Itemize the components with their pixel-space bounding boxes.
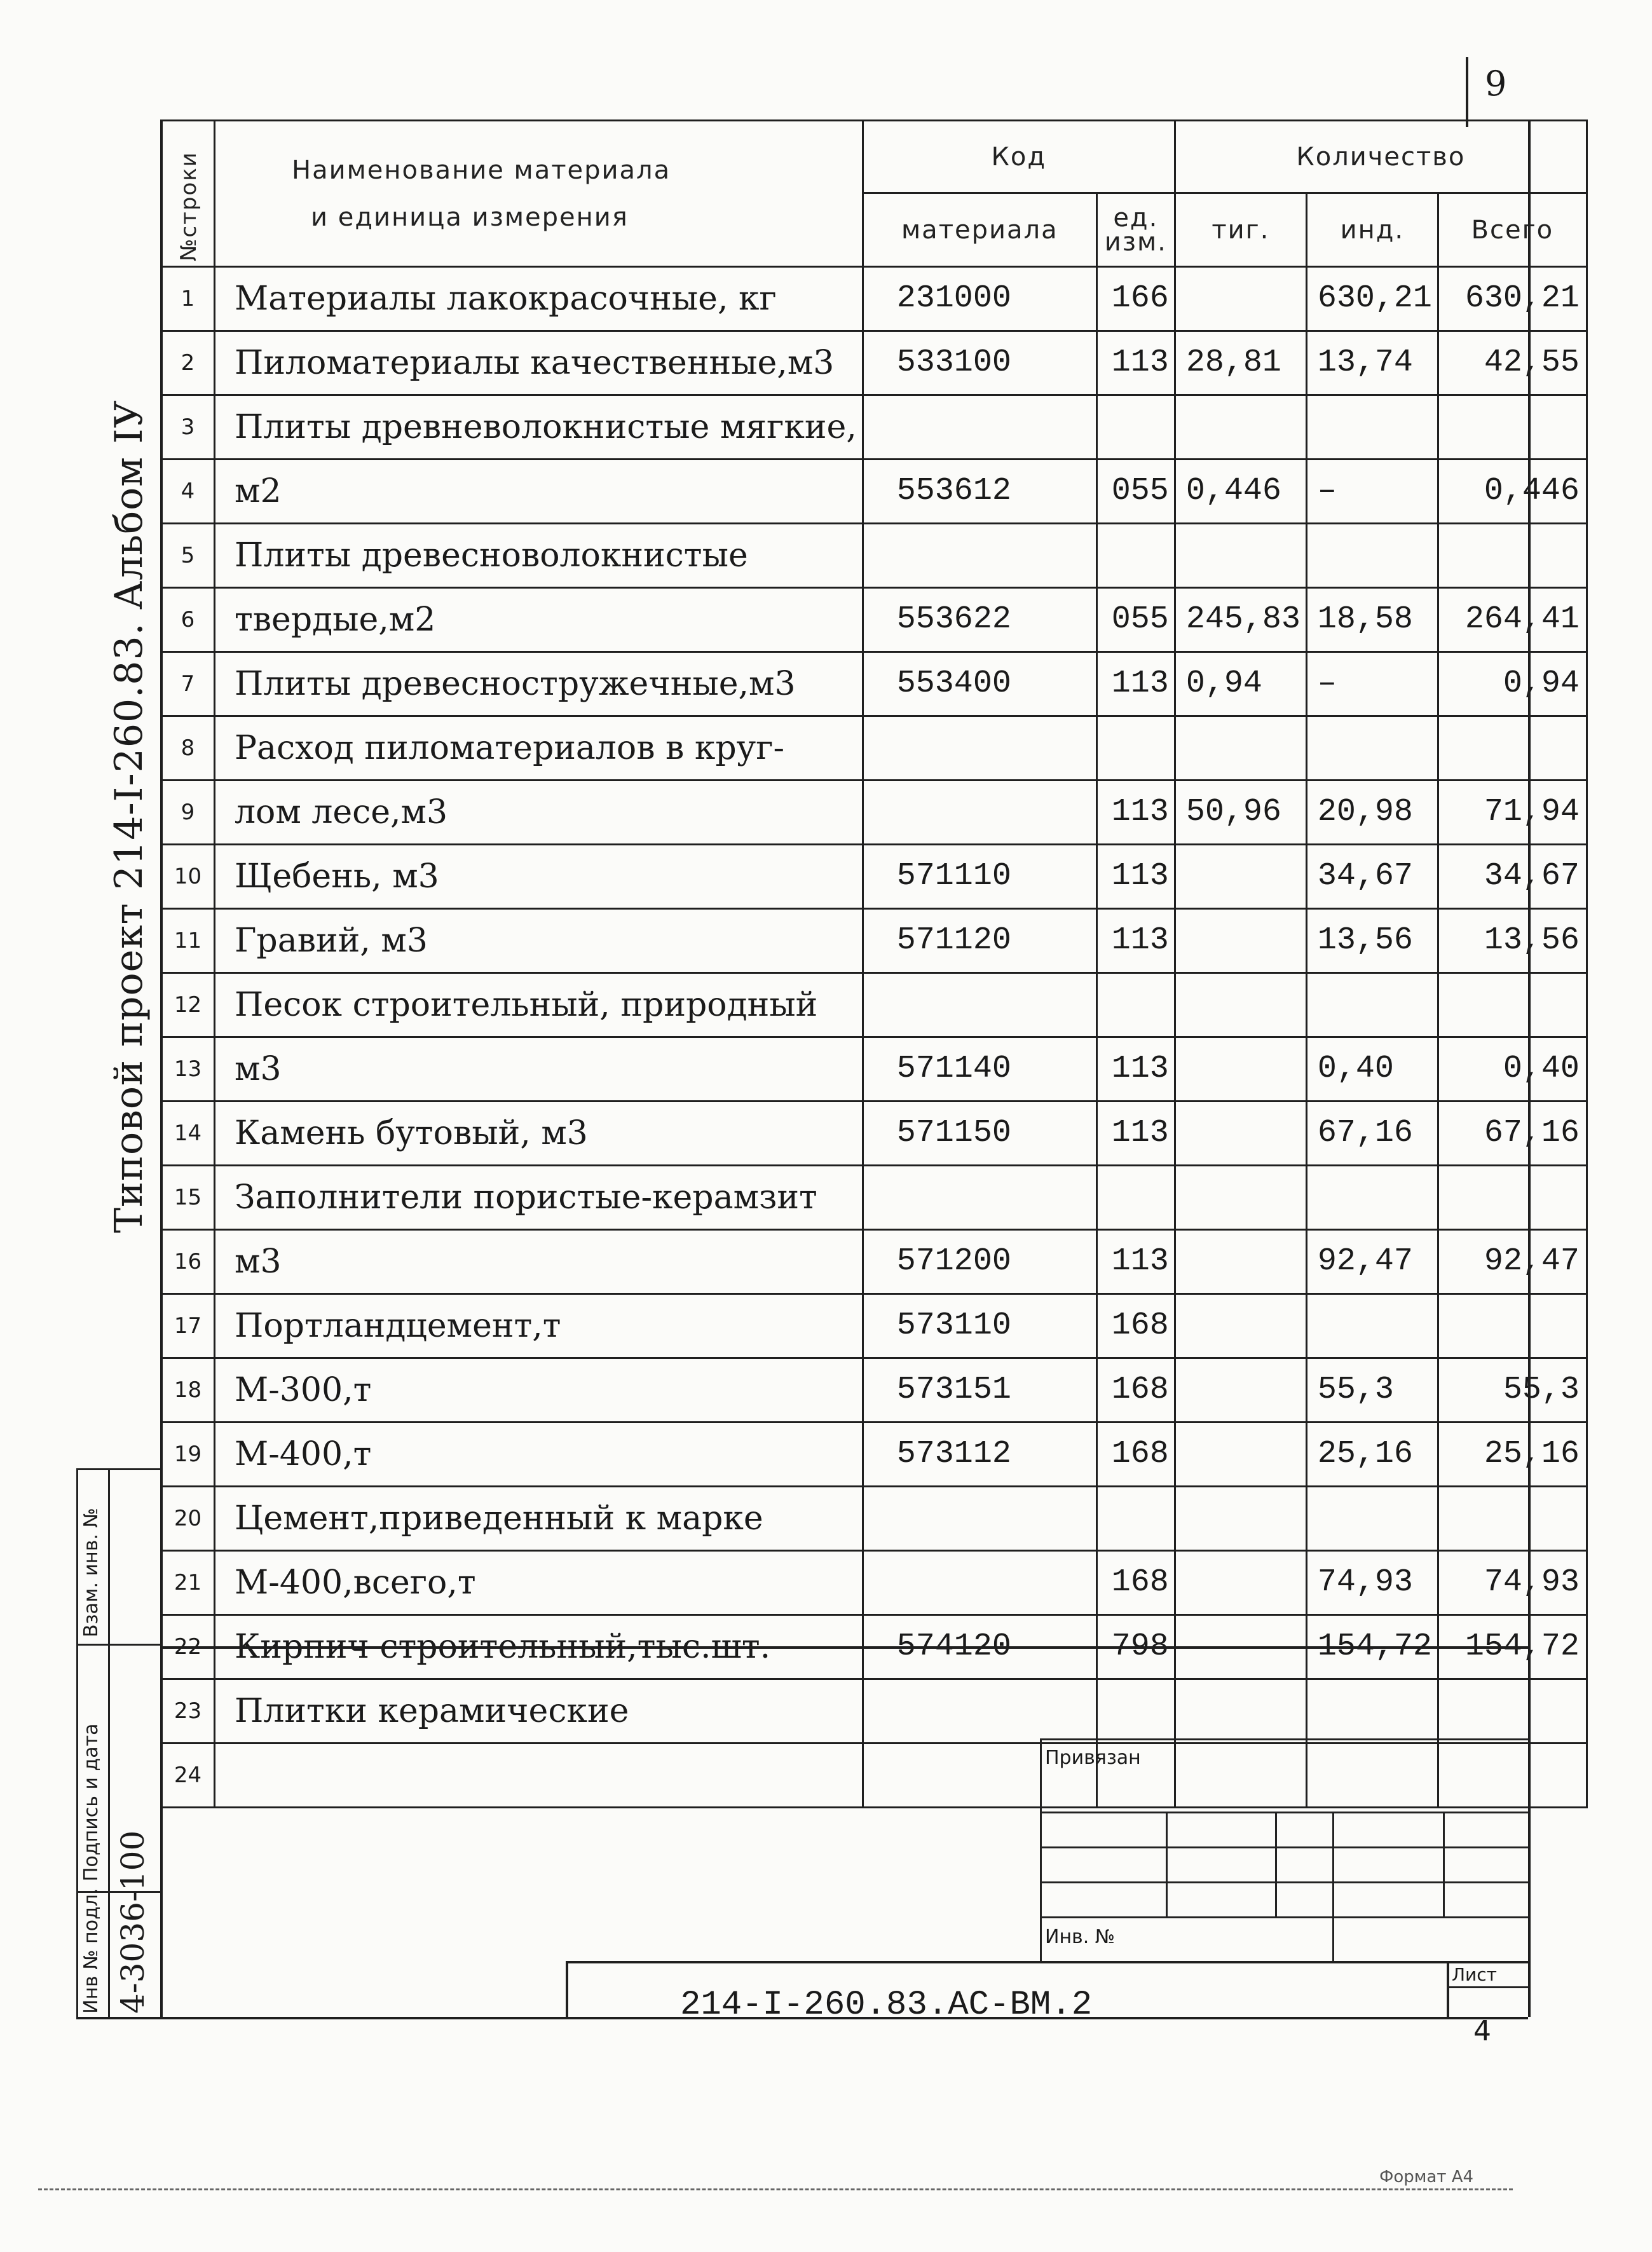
unit-code: 168	[1096, 1294, 1175, 1358]
unit-code: 113	[1096, 1102, 1175, 1166]
stamp-top-line	[76, 1468, 160, 1470]
unit-code: 113	[1096, 781, 1175, 845]
row-number: 8	[161, 716, 215, 781]
row-number: 1	[161, 267, 215, 331]
material-code	[863, 1166, 1096, 1230]
stamp-divider-1	[76, 1644, 160, 1646]
table-body	[161, 267, 1587, 1808]
album-title: Типовой проект 214-I-260.83. Альбом IУ	[107, 399, 151, 1233]
qty-typ: 245,83	[1175, 588, 1306, 652]
code-material-header: материала	[863, 193, 1096, 267]
qty-ind	[1306, 973, 1438, 1037]
row-number: 4	[161, 460, 215, 524]
material-name: Щебень, м3	[215, 845, 863, 909]
material-code: 571140	[863, 1037, 1096, 1102]
unit-code: 113	[1096, 1230, 1175, 1294]
qty-total: 92,47	[1438, 1230, 1587, 1294]
qty-typ	[1175, 973, 1306, 1037]
material-name: лом лесе,м3	[215, 781, 863, 845]
code-box-left-line	[566, 1961, 568, 2017]
table-row	[161, 460, 1587, 524]
material-code	[863, 524, 1096, 588]
qty-ind: 20,98	[1306, 781, 1438, 845]
qty-ind	[1306, 1294, 1438, 1358]
qty-total: 0,446	[1438, 460, 1587, 524]
document-code: 214-I-260.83.АС-ВМ.2	[680, 1986, 1093, 2024]
qty-total: 67,16	[1438, 1102, 1587, 1166]
qty-typ: 0,446	[1175, 460, 1306, 524]
sheet-number: 4	[1473, 2015, 1491, 2047]
sheet-label: Лист	[1452, 1964, 1497, 1985]
qty-ind: 13,74	[1306, 331, 1438, 395]
qty-ind: 13,56	[1306, 909, 1438, 973]
qty-typ	[1175, 1294, 1306, 1358]
qty-total-header: Всего	[1438, 193, 1587, 267]
material-code	[863, 1551, 1096, 1615]
qty-total	[1438, 1294, 1587, 1358]
table-row	[161, 973, 1587, 1037]
row-number: 22	[161, 1615, 215, 1679]
material-name: м3	[215, 1230, 863, 1294]
qty-typ	[1175, 716, 1306, 781]
material-name: Камень бутовый, м3	[215, 1102, 863, 1166]
qty-total	[1438, 524, 1587, 588]
unit-code	[1096, 1166, 1175, 1230]
privyazan-line-2	[1040, 1846, 1528, 1848]
unit-code: 055	[1096, 460, 1175, 524]
table-row	[161, 781, 1587, 845]
table-row	[161, 909, 1587, 973]
table-row	[161, 267, 1587, 331]
row-number: 19	[161, 1423, 215, 1487]
row-number-header	[161, 121, 215, 267]
qty-total	[1438, 1166, 1587, 1230]
qty-total: 264,41	[1438, 588, 1587, 652]
qty-typ	[1175, 1679, 1306, 1744]
qty-total: 71,94	[1438, 781, 1587, 845]
row-number: 10	[161, 845, 215, 909]
table-row	[161, 588, 1587, 652]
material-name: Цемент,приведенный к марке	[215, 1487, 863, 1551]
code-unit-header-line2: изм.	[1104, 227, 1167, 257]
material-name: М-300,т	[215, 1358, 863, 1423]
qty-typ: 0,94	[1175, 652, 1306, 716]
material-code	[863, 716, 1096, 781]
table-row	[161, 1487, 1587, 1551]
material-code	[863, 973, 1096, 1037]
row-number: 12	[161, 973, 215, 1037]
qty-total: 42,55	[1438, 331, 1587, 395]
material-name: Плиты древневолокнистые мягкие,	[215, 395, 863, 460]
material-name: Песок строительный, природный	[215, 973, 863, 1037]
row-number: 21	[161, 1551, 215, 1615]
qty-total: 55,3	[1438, 1358, 1587, 1423]
stamp-inv-podl-label: Инв № подл.	[80, 1888, 102, 2014]
table-row	[161, 1744, 1587, 1808]
unit-code	[1096, 524, 1175, 588]
material-name	[215, 1744, 863, 1808]
row-number: 2	[161, 331, 215, 395]
privyazan-label: Привязан	[1045, 1747, 1141, 1769]
qty-typ	[1175, 395, 1306, 460]
qty-ind: –	[1306, 652, 1438, 716]
qty-ind	[1306, 716, 1438, 781]
privyazan-top-line	[1040, 1738, 1528, 1740]
table-row	[161, 1294, 1587, 1358]
qty-typ	[1175, 524, 1306, 588]
material-code: 573110	[863, 1294, 1096, 1358]
table-row	[161, 1551, 1587, 1615]
qty-total	[1438, 973, 1587, 1037]
material-name: Материалы лакокрасочные, кг	[215, 267, 863, 331]
material-code: 571150	[863, 1102, 1096, 1166]
table-bottom-line	[160, 1646, 1528, 1649]
unit-code: 168	[1096, 1423, 1175, 1487]
qty-total	[1438, 395, 1587, 460]
qty-total: 0,40	[1438, 1037, 1587, 1102]
qty-total	[1438, 1679, 1587, 1744]
material-code: 553400	[863, 652, 1096, 716]
table-row	[161, 1679, 1587, 1744]
row-number: 7	[161, 652, 215, 716]
unit-code: 113	[1096, 331, 1175, 395]
qty-ind: –	[1306, 460, 1438, 524]
name-header-line2: и единица измерения	[311, 202, 629, 232]
material-code: 553622	[863, 588, 1096, 652]
qty-ind: 154,72	[1306, 1615, 1438, 1679]
qty-typ	[1175, 1037, 1306, 1102]
material-name: Плиты древесностружечные,м3	[215, 652, 863, 716]
unit-code	[1096, 973, 1175, 1037]
unit-code: 055	[1096, 588, 1175, 652]
qty-total: 630,21	[1438, 267, 1587, 331]
qty-total: 34,67	[1438, 845, 1587, 909]
row-number: 5	[161, 524, 215, 588]
privyazan-line-3	[1040, 1881, 1528, 1883]
material-name: Плитки керамические	[215, 1679, 863, 1744]
table-row	[161, 1230, 1587, 1294]
table-row	[161, 716, 1587, 781]
material-code	[863, 1487, 1096, 1551]
stamp-mid-line	[108, 1468, 110, 2017]
stamp-left-line	[76, 1468, 78, 2017]
qty-total	[1438, 716, 1587, 781]
sheet-box-left-line	[1447, 1961, 1449, 2017]
material-name: М-400,всего,т	[215, 1551, 863, 1615]
material-code: 571110	[863, 845, 1096, 909]
page-number-divider	[1466, 57, 1468, 127]
qty-ind: 67,16	[1306, 1102, 1438, 1166]
qty-ind	[1306, 1487, 1438, 1551]
unit-code	[1096, 1679, 1175, 1744]
qty-total	[1438, 1744, 1587, 1808]
code-group-header: Код	[863, 121, 1175, 193]
row-number: 3	[161, 395, 215, 460]
row-number: 9	[161, 781, 215, 845]
material-name: Расход пиломатериалов в круг-	[215, 716, 863, 781]
qty-typ	[1175, 267, 1306, 331]
frame-right-line	[1528, 119, 1531, 2017]
unit-code	[1096, 395, 1175, 460]
qty-ind	[1306, 1166, 1438, 1230]
unit-code	[1096, 716, 1175, 781]
privyazan-col-4	[1443, 1812, 1445, 1916]
material-code: 533100	[863, 331, 1096, 395]
table-row	[161, 845, 1587, 909]
material-code	[863, 1679, 1096, 1744]
qty-total: 154,72	[1438, 1615, 1587, 1679]
material-name: Гравий, м3	[215, 909, 863, 973]
unit-code: 168	[1096, 1551, 1175, 1615]
material-code: 571200	[863, 1230, 1096, 1294]
material-code	[863, 395, 1096, 460]
qty-ind: 34,67	[1306, 845, 1438, 909]
unit-code: 166	[1096, 267, 1175, 331]
stamp-vzam-label: Взам. инв. №	[80, 1508, 102, 1637]
row-number: 14	[161, 1102, 215, 1166]
material-name: Пиломатериалы качественные,м3	[215, 331, 863, 395]
row-number: 23	[161, 1679, 215, 1744]
material-name: Портландцемент,т	[215, 1294, 863, 1358]
cut-line	[38, 2188, 1513, 2190]
qty-typ	[1175, 845, 1306, 909]
qty-typ	[1175, 1744, 1306, 1808]
qty-ind	[1306, 1679, 1438, 1744]
quantity-group-header: Количество	[1175, 121, 1587, 193]
table-row	[161, 652, 1587, 716]
unit-code	[1096, 1487, 1175, 1551]
row-number: 6	[161, 588, 215, 652]
code-unit-header-line1: ед.	[1113, 203, 1159, 233]
qty-total: 13,56	[1438, 909, 1587, 973]
row-number: 17	[161, 1294, 215, 1358]
qty-typ	[1175, 1166, 1306, 1230]
qty-ind	[1306, 395, 1438, 460]
row-number: 18	[161, 1358, 215, 1423]
table-row	[161, 331, 1587, 395]
qty-typ: 50,96	[1175, 781, 1306, 845]
qty-ind: 55,3	[1306, 1358, 1438, 1423]
qty-typ	[1175, 1102, 1306, 1166]
qty-typ	[1175, 909, 1306, 973]
material-code: 571120	[863, 909, 1096, 973]
privyazan-line-1	[1040, 1812, 1528, 1813]
row-number: 15	[161, 1166, 215, 1230]
privyazan-left-line	[1040, 1738, 1042, 1961]
unit-code: 168	[1096, 1358, 1175, 1423]
qty-ind	[1306, 1744, 1438, 1808]
material-name: М-400,т	[215, 1423, 863, 1487]
qty-ind: 0,40	[1306, 1037, 1438, 1102]
material-name: Плиты древесноволокнистые	[215, 524, 863, 588]
unit-code: 113	[1096, 652, 1175, 716]
materials-table	[160, 119, 1588, 1808]
qty-typ	[1175, 1358, 1306, 1423]
privyazan-col-3	[1332, 1812, 1334, 1961]
material-code: 573112	[863, 1423, 1096, 1487]
row-number-header-label: №строки	[176, 151, 201, 261]
qty-typ	[1175, 1487, 1306, 1551]
table-row	[161, 1102, 1587, 1166]
page-number: 9	[1485, 64, 1507, 104]
material-name: Кирпич строительный,тыс.шт.	[215, 1615, 863, 1679]
material-code: 553612	[863, 460, 1096, 524]
qty-typ: 28,81	[1175, 331, 1306, 395]
qty-typ	[1175, 1551, 1306, 1615]
table-row	[161, 1423, 1587, 1487]
privyazan-col-2	[1275, 1812, 1277, 1916]
qty-total: 74,93	[1438, 1551, 1587, 1615]
row-number: 13	[161, 1037, 215, 1102]
material-name: м2	[215, 460, 863, 524]
code-unit-header	[1096, 193, 1175, 267]
frame-left-line	[160, 119, 163, 2017]
privyazan-col-1	[1166, 1812, 1168, 1916]
inv-no-label: Инв. №	[1045, 1926, 1116, 1948]
table-row	[161, 1166, 1587, 1230]
qty-ind: 74,93	[1306, 1551, 1438, 1615]
qty-ind: 25,16	[1306, 1423, 1438, 1487]
unit-code: 798	[1096, 1615, 1175, 1679]
qty-ind: 92,47	[1306, 1230, 1438, 1294]
unit-code: 113	[1096, 845, 1175, 909]
name-header-line1: Наименование материала	[292, 155, 671, 185]
qty-ind-header: инд.	[1306, 193, 1438, 267]
sheet-box-divider	[1447, 1986, 1528, 1988]
qty-typ	[1175, 1423, 1306, 1487]
format-label: Формат А4	[1379, 2167, 1474, 2187]
table-row	[161, 395, 1587, 460]
material-code: 231000	[863, 267, 1096, 331]
material-name: Заполнители пористые-керамзит	[215, 1166, 863, 1230]
table-row	[161, 524, 1587, 588]
stamp-podpis-label: Подпись и дата	[80, 1723, 102, 1881]
row-number: 11	[161, 909, 215, 973]
qty-ind: 630,21	[1306, 267, 1438, 331]
material-code	[863, 781, 1096, 845]
material-name: твердые,м2	[215, 588, 863, 652]
unit-code: 113	[1096, 909, 1175, 973]
privyazan-line-4	[1040, 1916, 1528, 1918]
qty-total: 0,94	[1438, 652, 1587, 716]
row-number: 24	[161, 1744, 215, 1808]
material-code: 574120	[863, 1615, 1096, 1679]
qty-total	[1438, 1487, 1587, 1551]
row-number: 20	[161, 1487, 215, 1551]
qty-ind	[1306, 524, 1438, 588]
table-row	[161, 1358, 1587, 1423]
material-code: 573151	[863, 1358, 1096, 1423]
stamp-inv-number: 4-3036-100	[114, 1830, 151, 2014]
material-name: м3	[215, 1037, 863, 1102]
unit-code: 113	[1096, 1037, 1175, 1102]
qty-typ	[1175, 1230, 1306, 1294]
row-number: 16	[161, 1230, 215, 1294]
table-row	[161, 1037, 1587, 1102]
qty-ind: 18,58	[1306, 588, 1438, 652]
qty-total: 25,16	[1438, 1423, 1587, 1487]
qty-typ-header: тиг.	[1175, 193, 1306, 267]
code-box-top-line	[566, 1961, 1528, 1963]
name-header	[215, 121, 863, 267]
